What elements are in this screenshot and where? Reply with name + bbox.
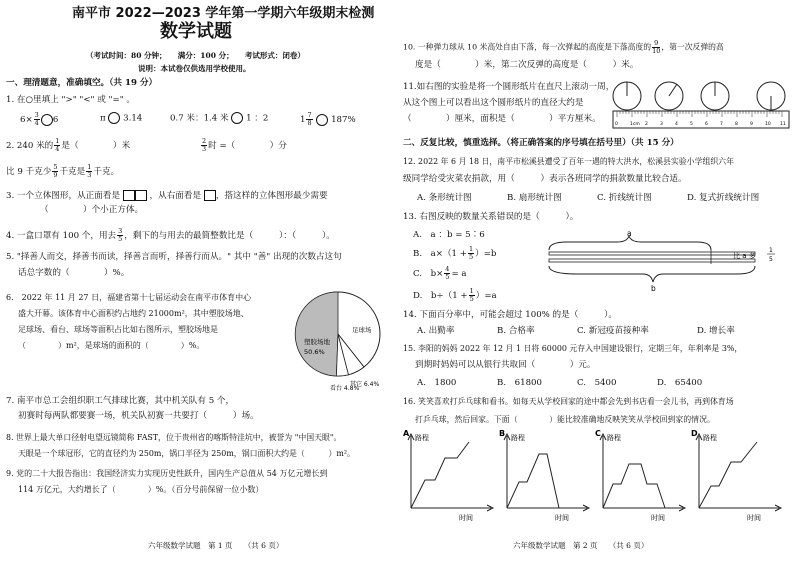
graph-y-label: 路程 bbox=[607, 434, 621, 442]
brace-a bbox=[549, 236, 711, 250]
q12-opt-c[interactable]: C. 折线统计图 bbox=[597, 193, 652, 203]
q11-line1: 11.如右图的实验是将一个圆形纸片在直尺上滚动一周， bbox=[403, 82, 615, 92]
graph-a[interactable] bbox=[403, 429, 493, 522]
graph-y-label: 路程 bbox=[511, 434, 525, 442]
graph-letter: B bbox=[499, 429, 506, 438]
ruler-figure bbox=[611, 74, 791, 130]
q16-line1: 16. 笑笑喜欢打乒乓球和看书。如每天从学校回家的途中都会先到书店看一会儿书，再到体育场 bbox=[403, 397, 734, 406]
graph-letter: C bbox=[595, 429, 601, 438]
q7-line1: 7. 南平市总工会组织职工气排球比赛，其中机关队有 5 个， bbox=[6, 396, 235, 406]
q14-opt-b[interactable]: B. 合格率 bbox=[497, 326, 535, 336]
q4-text: 4. 一盒口罩有 100 个，用去 $\frac{3}{5}$ ，剩下的与用去的最简整数比是（ ）：（ ）。 bbox=[6, 227, 335, 243]
svg-text:5: 5 bbox=[769, 256, 773, 263]
graph-x-label: 时间 bbox=[555, 514, 569, 522]
graph-line bbox=[507, 454, 559, 508]
q10-line2: 度是（ ）米，第二次反弹的高度是（ ）米。 bbox=[415, 60, 639, 70]
footer-left: 六年级数学试题 第 1 页 （共 6 页） bbox=[148, 541, 284, 550]
q11-line2: 从这个图上可以看出这个圆形纸片的直径大约是 bbox=[403, 98, 584, 108]
graph-line bbox=[411, 442, 469, 508]
ruler-label: 9 bbox=[750, 122, 753, 127]
q11-line3: （ ）厘米，面积是（ ）平方厘米。 bbox=[403, 114, 601, 124]
bar-b bbox=[549, 259, 755, 262]
q12-line2: 级同学给受灾菜农捐款，用（ ）表示各班同学的捐款数量比较合适。 bbox=[403, 174, 687, 184]
graph-letter: D bbox=[691, 429, 698, 438]
q12-line1: 12. 2022 年 6 月 18 日，南平市松溪县遭受了百年一遇的特大洪水，松溪县实验小学组织六年 bbox=[403, 157, 735, 166]
q15-opt-c[interactable]: C. 5400 bbox=[577, 378, 617, 388]
main-title: 数学试题 bbox=[160, 21, 232, 42]
q14-opt-a[interactable]: A. 出勤率 bbox=[417, 326, 455, 336]
q13-opt-b[interactable]: B. a×（1 + $\frac{1}{5}$ ）=b bbox=[413, 245, 497, 261]
header-title: 南平市 2022—2023 学年第一学期六年级期末检测 bbox=[72, 6, 375, 21]
q1-item-d: 1 $\frac{7}{8}$ 187% bbox=[300, 111, 356, 127]
graph-line bbox=[699, 442, 757, 508]
right-view-shape bbox=[204, 190, 216, 201]
fraction: $\frac{3}{4}$ bbox=[34, 111, 39, 127]
ruler-label: 8 bbox=[735, 122, 738, 127]
exam-info: （考试时间：80 分钟； 满分：100 分； 考试形式：闭卷） bbox=[86, 51, 305, 60]
answer-circle[interactable] bbox=[316, 114, 328, 126]
answer-circle[interactable] bbox=[108, 112, 120, 124]
q15-opt-b[interactable]: B. 61800 bbox=[497, 378, 542, 388]
answer-circle[interactable] bbox=[41, 114, 53, 126]
graph-x-label: 时间 bbox=[459, 514, 473, 522]
front-view-shape bbox=[123, 190, 135, 201]
q8-line2: 天眼是一个球冠形，它的直径约为 250m，锅口半径为 250m，锅口面积大约是（ ）m²。 bbox=[18, 449, 355, 458]
ruler-label: 7 bbox=[720, 122, 723, 127]
q2-line3: 比 9 千克少 $\frac{5}{9}$ 千克是 $\frac{1}{3}$ 千克。 bbox=[6, 163, 120, 179]
brace-label-a: a bbox=[627, 229, 632, 238]
page-right bbox=[397, 0, 794, 562]
ruler-label: 2 bbox=[645, 122, 648, 127]
section2-title: 二、反复比较，慎重选择。（将正确答案的序号填在括号里）（共 15 分） bbox=[403, 138, 679, 148]
q3-line1: 3. 一个立体图形，从正面看是 ，从右面看是 ，搭这样的立体图形最少需要 bbox=[6, 191, 328, 201]
q9-line1: 9. 党的二十大报告指出：我国经济实力实现历史性跃升，国内生产总值从 54 万亿元增长到 bbox=[6, 469, 328, 478]
ruler-label: 5 bbox=[690, 122, 693, 127]
q12-opt-b[interactable]: B. 扇形统计图 bbox=[507, 193, 562, 203]
bar-a bbox=[549, 252, 755, 255]
q6-line1: 6. 2022 年 11 月 27 日，福建省第十七届运动会在南平市体育中心 bbox=[6, 293, 252, 302]
q2-line2: $\frac{2}{3}$ 时 =（ ）分 bbox=[202, 137, 287, 153]
q6-line3: 足球场、看台、球场等面积占比如右图所示，塑胶场地是 bbox=[18, 325, 218, 334]
q15-line2: 到期时妈妈可以从银行共取回（ ）元。 bbox=[415, 360, 596, 370]
ruler-label: 11 bbox=[780, 122, 786, 127]
pie-label-stand: 看台 4.8% bbox=[330, 385, 360, 392]
graphs-q16 bbox=[399, 428, 791, 524]
q13-opt-c[interactable]: C. b× $\frac{4}{5}$ = a bbox=[413, 265, 467, 281]
brace-label-b: b bbox=[651, 284, 656, 293]
footer-right: 六年级数学试题 第 2 页 （共 6 页） bbox=[513, 541, 649, 550]
q1-item-a: 6× $\frac{3}{4}$ 6 bbox=[20, 111, 59, 127]
q8-line1: 8. 世界上最大单口径射电望远镜简称 FAST，位于贵州省的喀斯特洼坑中，被誉为 "中国天眼"。 bbox=[6, 433, 342, 442]
graph-b[interactable] bbox=[499, 429, 589, 522]
q5-line1: 5. "择善人而交，择善书而读，择善言而听，择善行而从。" 其中 "善" 出现的次数占这句 bbox=[6, 252, 342, 262]
q6-line2: 盛大开幕。该体育中心面积约占地约 21000m²，其中塑胶场地、 bbox=[18, 309, 249, 318]
q14-text: 14. 下面百分率中，可能会超过 100% 的是（ ）。 bbox=[403, 310, 618, 320]
q1-item-c: 0.7 米：1.4 米 1 ：2 bbox=[170, 113, 269, 124]
graph-y-label: 路程 bbox=[415, 434, 429, 442]
q10-line1: 10. 一种弹力球从 10 米高处自由下落，每一次弹起的高度是下落高度的 $\frac{9}{10}$ ，第一次反弹的高 bbox=[403, 39, 724, 55]
q14-opt-d[interactable]: D. 增长率 bbox=[697, 326, 735, 336]
fraction: $\frac{7}{8}$ bbox=[307, 111, 312, 127]
q16-line2: 打乒乓球，然后回家。下面（ ）能比较准确地反映笑笑从学校回到家的情况。 bbox=[415, 415, 715, 424]
svg-text:1: 1 bbox=[769, 247, 773, 254]
brace-label-more: 比 a 多 bbox=[733, 252, 756, 260]
pie-chart bbox=[290, 282, 394, 392]
pie-slice-plastic bbox=[295, 292, 338, 376]
ruler-label: 1cm bbox=[630, 122, 640, 127]
graph-y-label: 路程 bbox=[703, 434, 717, 442]
q9-line2: 114 万亿元，大约增长了（ ）%。（百分号前保留一位小数） bbox=[18, 485, 264, 494]
q13-opt-d[interactable]: D. b÷（1 + $\frac{1}{5}$ ）=a bbox=[413, 287, 497, 303]
graph-x-label: 时间 bbox=[651, 514, 665, 522]
answer-circle[interactable] bbox=[231, 112, 243, 124]
q15-opt-d[interactable]: D. 65400 bbox=[657, 378, 703, 388]
graph-c[interactable] bbox=[595, 429, 685, 522]
graph-letter: A bbox=[403, 429, 410, 438]
section1-title: 一、理清题意，准确填空。（共 19 分） bbox=[6, 78, 158, 88]
q15-opt-a[interactable]: A. 1800 bbox=[417, 378, 457, 388]
ruler-label: 10 bbox=[765, 122, 771, 127]
q7-line2: 初赛时每两队都要赛一场，机关队初赛一共要打（ ）场。 bbox=[18, 411, 259, 421]
q6-line4: （ ）m²，是球场的面积的（ ）%。 bbox=[18, 341, 205, 350]
ruler-label: 6 bbox=[705, 122, 708, 127]
graph-x-label: 时间 bbox=[747, 514, 761, 522]
graph-line bbox=[603, 464, 665, 508]
graph-d[interactable] bbox=[691, 429, 781, 522]
pie-label-football: 足球场 bbox=[352, 326, 372, 334]
q12-opt-a[interactable]: A. 条形统计图 bbox=[417, 193, 472, 203]
q13-opt-a[interactable]: A. a ：b = 5∶6 bbox=[413, 230, 485, 240]
ruler-label: 4 bbox=[675, 122, 678, 127]
q14-opt-c[interactable]: C. 新冠疫苗接种率 bbox=[577, 326, 649, 336]
q1-text: 1. 在○里填上 ">" "<" 或 "=" 。 bbox=[6, 95, 135, 105]
q3-line2: （ ）个小正方体。 bbox=[40, 205, 144, 215]
q13-text: 13. 右图反映的数量关系错误的是（ ）。 bbox=[403, 212, 579, 222]
q2-line1: 2. 240 米的 $\frac{1}{4}$ 是（ ）米 bbox=[6, 137, 131, 153]
q12-opt-d[interactable]: D. 复式折线统计图 bbox=[687, 193, 760, 203]
q1-item-b: π 3.14 bbox=[100, 113, 143, 124]
q15-line1: 15. 李阳的妈妈 2022 年 12 月 1 日将 60000 元存入中国建设银行，定期三年，年利率是 3%， bbox=[403, 344, 743, 353]
brace-diagram bbox=[547, 228, 787, 294]
ruler-label: 0 bbox=[615, 122, 618, 127]
pie-label-other: 其它 6.4% bbox=[350, 381, 380, 388]
brace-b bbox=[549, 266, 755, 282]
q5-line2: 话总字数的（ ）%。 bbox=[18, 268, 130, 278]
ruler-label: 3 bbox=[660, 122, 663, 127]
exam-note: 说明：本试卷仅供选用学校使用。 bbox=[138, 64, 251, 73]
pie-label-plastic-pct: 50.6% bbox=[304, 348, 325, 356]
pie-label-plastic: 塑胶场地 bbox=[304, 338, 330, 346]
